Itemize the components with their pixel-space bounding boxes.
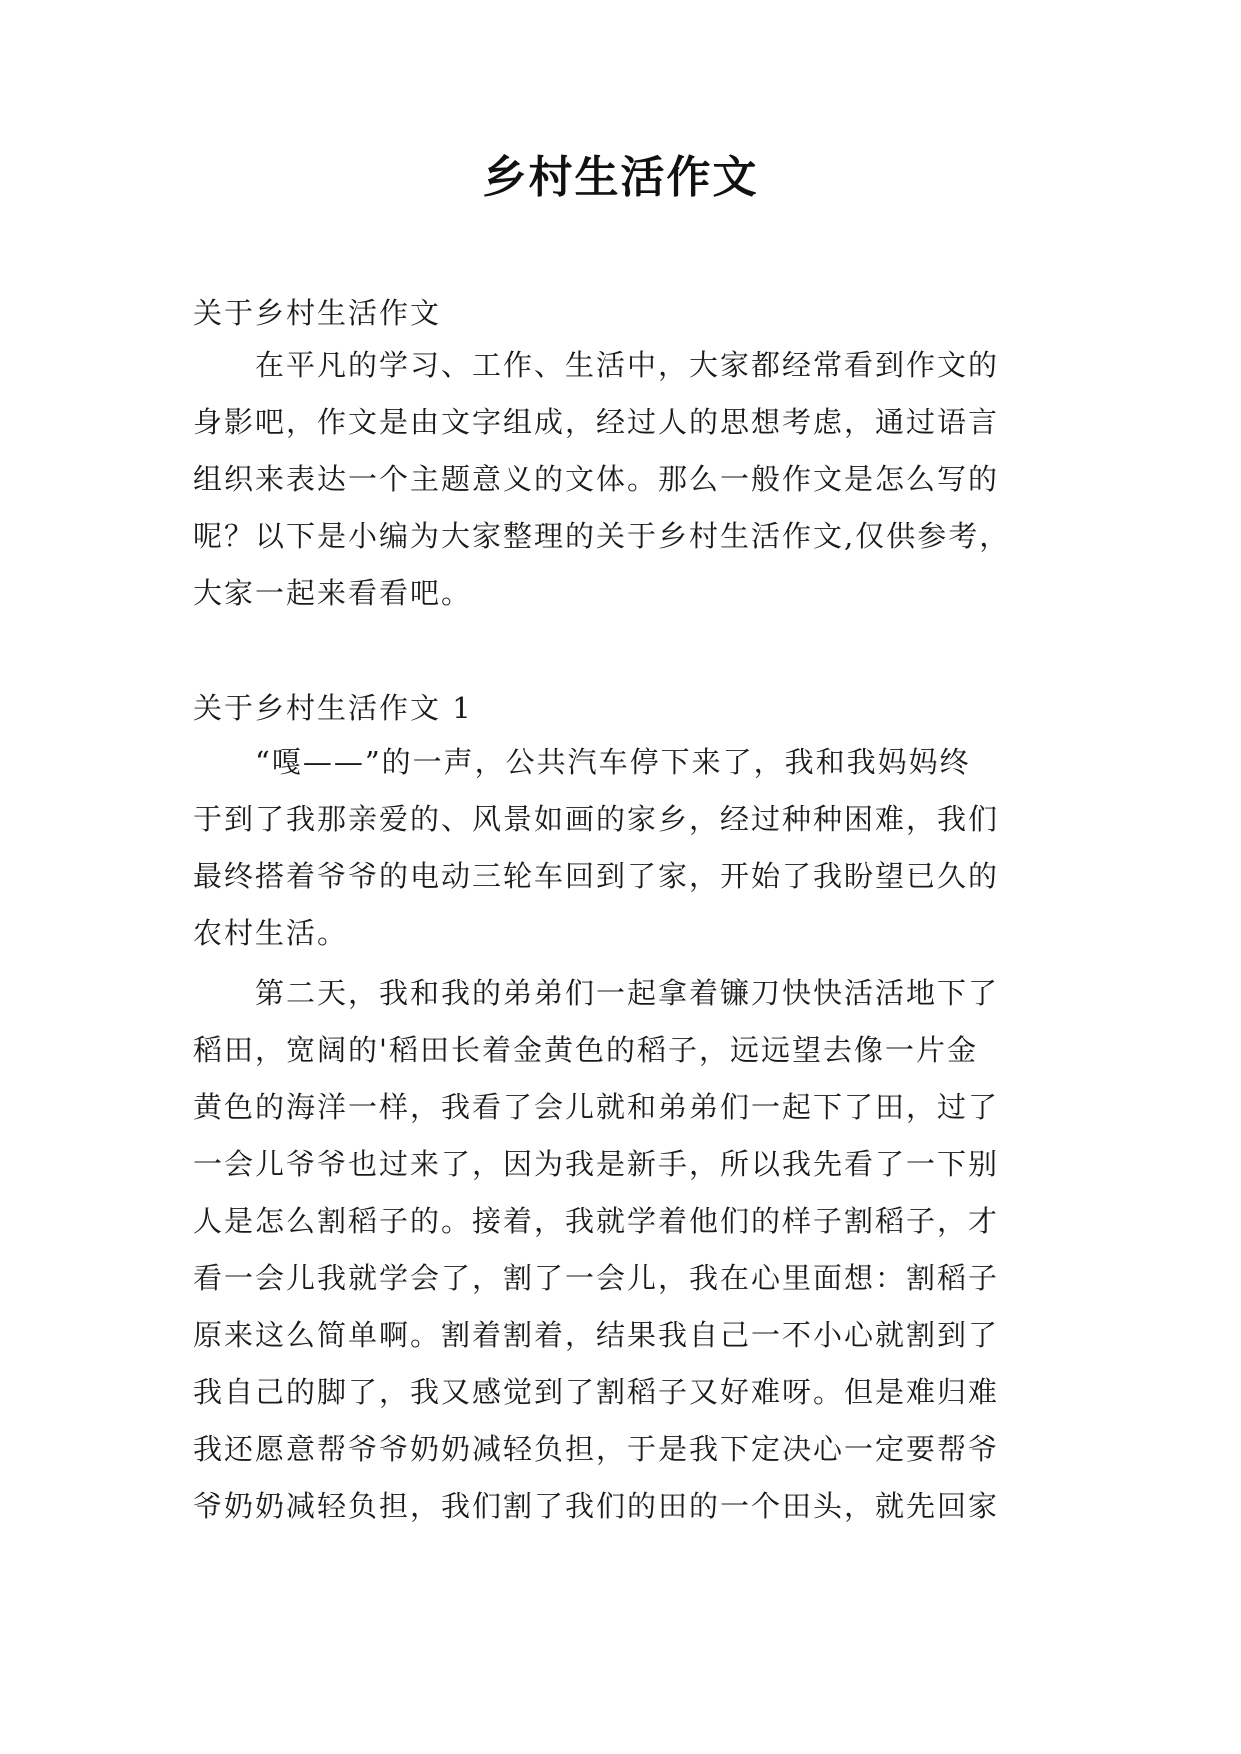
text-line: 稻田，宽阔的'稻田长着金黄色的稻子，远远望去像一片金 <box>193 1033 978 1067</box>
text-line: 最终搭着爷爷的电动三轮车回到了家，开始了我盼望已久的 <box>193 859 1000 893</box>
text-line: 在平凡的学习、工作、生活中，大家都经常看到作文的 <box>193 348 1000 382</box>
text-line: 原来这么简单啊。割着割着，结果我自己一不小心就割到了 <box>193 1318 1000 1352</box>
text-line: 我还愿意帮爷爷奶奶减轻负担，于是我下定决心一定要帮爷 <box>193 1432 1000 1466</box>
text-line: “嘎——”的一声，公共汽车停下来了，我和我妈妈终 <box>193 745 971 779</box>
text-line: 身影吧，作文是由文字组成，经过人的思想考虑，通过语言 <box>193 405 1000 439</box>
text-line: 一会儿爷爷也过来了，因为我是新手，所以我先看了一下别 <box>193 1147 1000 1181</box>
document-title: 乡村生活作文 <box>482 152 759 203</box>
section-heading: 关于乡村生活作文 1 <box>193 691 473 725</box>
text-line: 农村生活。 <box>193 916 349 950</box>
text-line: 第二天，我和我的弟弟们一起拿着镰刀快快活活地下了 <box>193 976 1000 1010</box>
text-line: 呢？以下是小编为大家整理的关于乡村生活作文,仅供参考， <box>193 519 1011 553</box>
text-line: 人是怎么割稻子的。接着，我就学着他们的样子割稻子，才 <box>193 1204 1000 1238</box>
text-line: 我自己的脚了，我又感觉到了割稻子又好难呀。但是难归难 <box>193 1375 1000 1409</box>
intro-heading: 关于乡村生活作文 <box>193 296 442 330</box>
text-line: 大家一起来看看吧。 <box>193 576 473 610</box>
text-line: 爷奶奶减轻负担，我们割了我们的田的一个田头，就先回家 <box>193 1489 1000 1523</box>
text-line: 看一会儿我就学会了，割了一会儿，我在心里面想：割稻子 <box>193 1261 1000 1295</box>
text-line: 组织来表达一个主题意义的文体。那么一般作文是怎么写的 <box>193 462 1000 496</box>
text-line: 于到了我那亲爱的、风景如画的家乡，经过种种困难，我们 <box>193 802 1000 836</box>
text-line: 黄色的海洋一样，我看了会儿就和弟弟们一起下了田，过了 <box>193 1090 1000 1124</box>
